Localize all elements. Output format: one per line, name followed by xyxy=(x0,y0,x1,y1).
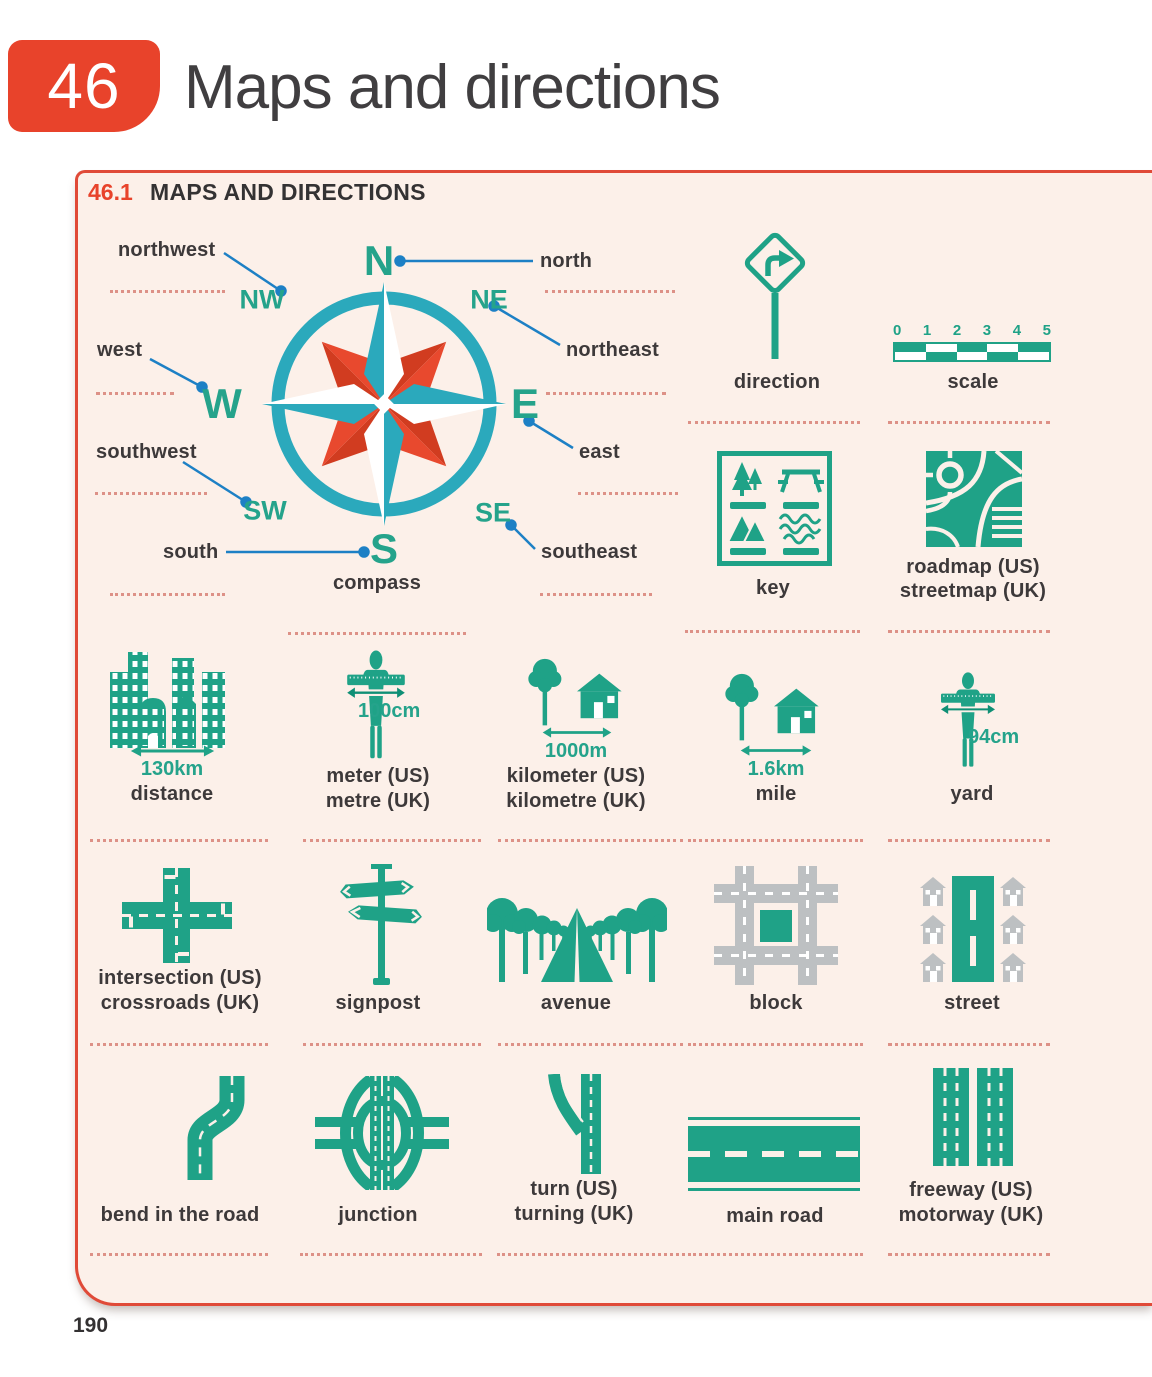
compass-letter-se: SE xyxy=(474,497,512,528)
writing-line xyxy=(95,492,207,495)
writing-line xyxy=(546,392,666,395)
bend-label: bend in the road xyxy=(100,1204,260,1226)
meter-label-uk: metre (UK) xyxy=(325,790,431,812)
scale-tick: 5 xyxy=(1042,322,1051,339)
freeway-label-uk: motorway (UK) xyxy=(898,1204,1044,1226)
writing-line xyxy=(90,1253,268,1256)
scale-tick: 0 xyxy=(893,322,902,339)
compass-letter-sw: SW xyxy=(243,495,287,526)
freeway-label-us: freeway (US) xyxy=(909,1179,1033,1201)
measure-arrow-icon xyxy=(740,744,812,757)
writing-line xyxy=(90,1043,268,1046)
unit-number: 46 xyxy=(47,50,121,122)
writing-line xyxy=(688,1253,863,1256)
kilometer-label-uk: kilometre (UK) xyxy=(506,790,646,812)
writing-line xyxy=(498,839,683,842)
mile-measure: 1.6km xyxy=(747,758,805,780)
compass-label-north: north xyxy=(540,250,593,272)
mile-label: mile xyxy=(755,783,797,805)
intersection-label-uk: crossroads (UK) xyxy=(100,992,260,1014)
intersection-label-us: intersection (US) xyxy=(98,967,262,989)
junction-icon xyxy=(315,1076,449,1190)
page-title: Maps and directions xyxy=(184,53,720,122)
scale-bar-icon xyxy=(893,322,1051,362)
measure-arrow-icon xyxy=(130,744,215,758)
compass-letter-s: S xyxy=(369,525,399,572)
compass-label-southwest: southwest xyxy=(96,441,197,463)
scale-label: scale xyxy=(947,371,999,393)
writing-line xyxy=(888,1043,1050,1046)
compass-caption: compass xyxy=(332,572,422,594)
yard-measure: 94cm xyxy=(968,726,1020,748)
writing-line xyxy=(888,839,1050,842)
block-icon xyxy=(714,866,838,985)
measure-arrow-icon xyxy=(542,726,612,739)
roadmap-icon xyxy=(926,451,1022,547)
writing-line xyxy=(110,290,225,293)
writing-line xyxy=(303,1043,481,1046)
compass-label-northwest: northwest xyxy=(118,239,216,261)
writing-line xyxy=(888,630,1050,633)
scale-ticks xyxy=(893,322,1051,339)
turn-label-uk: turning (UK) xyxy=(514,1203,634,1225)
meter-label-us: meter (US) xyxy=(326,765,430,787)
street-label: street xyxy=(944,992,1000,1014)
writing-line xyxy=(288,632,466,635)
writing-line xyxy=(303,839,481,842)
section-title: MAPS AND DIRECTIONS xyxy=(150,179,426,205)
compass-letter-n: N xyxy=(363,237,395,284)
section-number: 46.1 xyxy=(88,179,133,205)
tree-house-icon xyxy=(724,666,824,754)
scale-tick: 1 xyxy=(922,322,932,339)
compass-letter-nw: NW xyxy=(239,284,285,315)
main-road-icon xyxy=(688,1117,860,1191)
block-label: block xyxy=(749,992,803,1014)
kilometer-measure: 1000m xyxy=(544,740,608,762)
writing-line xyxy=(90,839,268,842)
distance-label: distance xyxy=(130,783,214,805)
person-ruler-icon xyxy=(938,672,998,770)
yard-label: yard xyxy=(950,783,994,805)
compass-label-northeast: northeast xyxy=(566,339,659,361)
scale-tick: 3 xyxy=(982,322,992,339)
junction-label: junction xyxy=(338,1204,418,1226)
meter-measure: 100cm xyxy=(358,700,421,722)
scale-tick: 2 xyxy=(952,322,962,339)
turn-road-icon xyxy=(548,1074,602,1174)
scale-tick: 4 xyxy=(1012,322,1022,339)
writing-line xyxy=(498,1043,683,1046)
compass-letter-ne: NE xyxy=(470,284,508,315)
writing-line xyxy=(110,593,225,596)
direction-label: direction xyxy=(733,371,821,393)
compass-letter-w: W xyxy=(202,380,242,427)
signpost-icon xyxy=(338,862,424,988)
freeway-icon xyxy=(933,1066,1015,1166)
buildings-distance-icon xyxy=(110,646,225,748)
kilometer-label-us: kilometer (US) xyxy=(506,765,646,787)
writing-line xyxy=(497,1253,685,1256)
compass-label-west: west xyxy=(97,339,143,361)
writing-line xyxy=(300,1253,482,1256)
unit-number-tab xyxy=(8,40,160,132)
key-icon xyxy=(717,451,832,566)
bend-road-icon xyxy=(180,1074,252,1182)
writing-line xyxy=(888,421,1050,424)
direction-sign-icon xyxy=(737,231,813,361)
compass-label-east: east xyxy=(579,441,620,463)
avenue-icon xyxy=(487,882,667,982)
writing-line xyxy=(545,290,675,293)
writing-line xyxy=(688,1043,863,1046)
writing-line xyxy=(688,839,863,842)
writing-line xyxy=(540,593,652,596)
key-label: key xyxy=(756,577,790,599)
compass-letter-e: E xyxy=(510,380,540,427)
page-number: 190 xyxy=(73,1314,109,1337)
writing-line xyxy=(888,1253,1050,1256)
avenue-label: avenue xyxy=(540,992,612,1014)
writing-line xyxy=(578,492,678,495)
writing-line xyxy=(96,392,174,395)
compass-label-southeast: southeast xyxy=(541,541,638,563)
street-icon xyxy=(920,876,1026,984)
turn-label-us: turn (US) xyxy=(530,1178,618,1200)
crossroads-icon xyxy=(122,868,232,963)
writing-line xyxy=(688,421,860,424)
signpost-label: signpost xyxy=(335,992,421,1014)
roadmap-label-uk: streetmap (UK) xyxy=(899,580,1047,602)
distance-measure: 130km xyxy=(140,758,204,780)
compass-label-south: south xyxy=(163,541,219,563)
roadmap-label-us: roadmap (US) xyxy=(906,556,1040,578)
writing-line xyxy=(685,630,860,633)
main-road-label: main road xyxy=(726,1205,824,1227)
